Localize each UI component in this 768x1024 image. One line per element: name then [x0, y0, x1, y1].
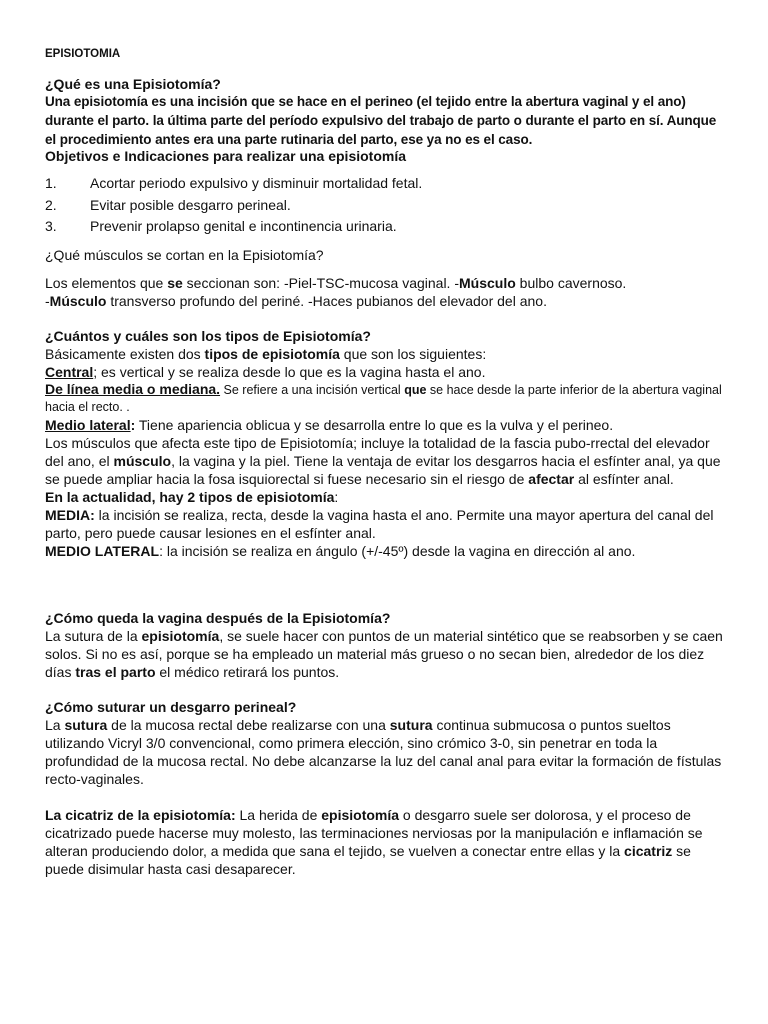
text-run: de la mucosa rectal debe realizarse con una	[107, 717, 390, 733]
text-bold: cicatriz	[624, 843, 673, 859]
section-cicatriz	[45, 806, 725, 878]
text-run: Básicamente existen dos	[45, 346, 205, 362]
section-suturar	[45, 698, 725, 788]
medio-lateral-label: Medio lateral	[45, 417, 131, 433]
text-run: se hace desde la parte inferior de la abertura vaginal hacia el recto. .	[45, 383, 722, 414]
text-bold: tipos de episiotomía	[204, 346, 340, 362]
muscles-question: ¿Qué músculos se cortan en la Episiotomía?	[45, 247, 324, 263]
question-heading: ¿Qué es una Episiotomía?	[45, 76, 221, 92]
types-heading: ¿Cuántos y cuáles son los tipos de Episiotomía?	[45, 328, 371, 344]
section-tipos	[45, 327, 725, 560]
list-number: 3.	[45, 218, 57, 234]
list-number: 2.	[45, 196, 57, 213]
text-run: o desgarro suele ser dolorosa, y el proceso de cicatrizado puede hacerse muy molesto, las terminaciones nerviosas por la manipulación e inflamación se alteran produciendo dolor, a medida que sana el tejido, se vuelven a conectar entre ellas y la	[45, 807, 703, 859]
text-run: la incisión se realiza, recta, desde la vagina hasta el ano. Permite una mayor apertura del canal del parto, pero puede causar lesiones en el esfínter anal.	[45, 507, 714, 541]
list-item	[45, 195, 725, 217]
text-run: La herida de	[235, 807, 322, 823]
actualidad-heading: En la actualidad, hay 2 tipos de episiotomía	[45, 489, 335, 505]
vagina-heading: ¿Cómo queda la vagina después de la Episiotomía?	[45, 610, 391, 626]
text-run: : la incisión se realiza en ángulo (+/-45º) desde la vagina en dirección al ano.	[159, 543, 636, 559]
text-bold: Músculo	[459, 275, 516, 291]
central-label: Central	[45, 364, 94, 380]
mediana-label: De línea media o mediana.	[45, 381, 221, 397]
text-run: continua submucosa o puntos sueltos utilizando Vicryl 3/0 convencional, como primera elección, sino crómico 3-0, sin penetrar en toda la profundidad de la mucosa rectal. No debe alcanzarse la luz del canal anal para evitar la formación de fístulas recto-vaginales.	[45, 717, 722, 787]
text-run: seccionan son: -Piel-TSC-mucosa vaginal. -	[182, 275, 460, 291]
text-bold: sutura	[64, 717, 108, 733]
objectives-list	[45, 173, 725, 238]
list-item	[45, 216, 725, 238]
text-run: el médico retirará los puntos.	[155, 664, 340, 680]
document-title: EPISIOTOMIA	[45, 48, 121, 60]
text-bold: afectar	[528, 471, 575, 487]
text-run: Tiene apariencia oblicua y se desarrolla entre lo que es la vulva y el perineo.	[135, 417, 614, 433]
list-number: 1.	[45, 175, 57, 191]
text-run: se puede disimular hasta casi desaparecer.	[45, 843, 691, 877]
text-bold: sutura	[389, 717, 433, 733]
text-run: Los elementos que	[45, 275, 168, 291]
text-run: La sutura de la	[45, 628, 142, 644]
media-label: MEDIA:	[45, 507, 95, 523]
text-bold: que	[404, 383, 427, 397]
text-run: , la vagina y la piel. Tiene la ventaja de evitar los desgarros hacia el esfínter anal, ya que se puede ampliar hacia la fosa isquiorectal si fuese necesario sin el riesgo de	[45, 453, 721, 487]
text-run: Se refiere a una incisión vertical	[220, 383, 405, 397]
text-run: al esfínter anal.	[574, 471, 674, 487]
text-bold: episiotomía	[141, 628, 220, 644]
definition-paragraph: Una episiotomía es una incisión que se hace en el perineo (el tejido entre la abertura vaginal y el ano) durante el parto. la última parte del período expulsivo del trabajo de parto o durante el parto en sí. Aunque el procedimiento antes era una parte rutinaria del parto, ese ya no es el caso.	[45, 94, 717, 147]
text-run: La	[45, 717, 65, 733]
text-bold: Músculo	[49, 293, 107, 309]
text-bold: músculo	[113, 453, 172, 469]
text-run: transverso profundo del periné. -Haces pubianos del elevador del ano.	[106, 293, 547, 309]
text-run: -	[45, 293, 50, 309]
text-bold: episiotomía	[321, 807, 400, 823]
section-vagina	[45, 609, 725, 681]
list-item	[45, 173, 725, 195]
text-run: Los músculos que afecta este tipo de Episiotomía; incluye la totalidad de la fascia pubo-rrectal del elevador del ano, el	[45, 435, 710, 469]
list-text: Acortar periodo expulsivo y disminuir mortalidad fetal.	[90, 175, 423, 191]
text-run: ; es vertical y se realiza desde lo que es la vagina hasta el ano.	[93, 364, 486, 380]
section-que-es	[45, 76, 725, 164]
suturar-heading: ¿Cómo suturar un desgarro perineal?	[45, 699, 297, 715]
list-text: Evitar posible desgarro perineal.	[90, 196, 291, 213]
text-run: bulbo cavernoso.	[515, 275, 627, 291]
text-bold: tras el parto	[75, 664, 156, 680]
text-run: , se suele hacer con puntos de un material sintético que se reabsorben y se caen solos. Si no es así, porque se ha empleado un material más grueso o no secan bien, alrededor de los diez días	[45, 628, 723, 680]
text-run: :	[334, 489, 339, 505]
cicatriz-label: La cicatriz de la episiotomía:	[45, 807, 236, 823]
muscles-answer	[45, 274, 725, 310]
text-bold: se	[167, 275, 183, 291]
medio-lateral-caps-label: MEDIO LATERAL	[45, 543, 160, 559]
text-run: que son los siguientes:	[339, 346, 487, 362]
objectives-heading: Objetivos e Indicaciones para realizar una episiotomía	[45, 148, 407, 164]
text-bold: :	[130, 417, 136, 433]
list-text: Prevenir prolapso genital e incontinencia urinaria.	[90, 218, 397, 234]
